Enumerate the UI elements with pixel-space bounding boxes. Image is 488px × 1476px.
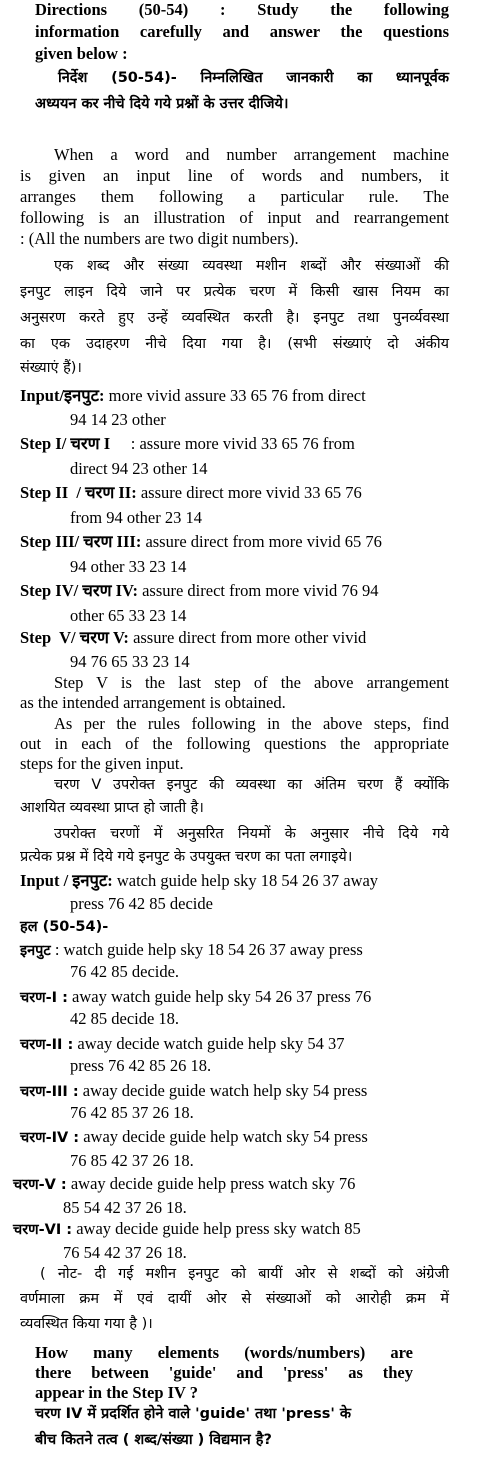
directions-heading-line-1: Directions (50-54) : Study the following — [35, 0, 449, 19]
question-input-line-2: press 76 42 85 decide — [70, 894, 213, 913]
example-step-3-line-2: 94 other 33 23 14 — [70, 557, 187, 576]
question-en-line-3: appear in the Step IV ? — [35, 1383, 199, 1402]
intro-en-line-3: arranges them following a particular rule. The — [20, 187, 449, 206]
solution-step-3-line-2: 76 42 85 37 26 18. — [70, 1103, 194, 1122]
solution-input-line-2: 76 42 85 decide. — [70, 962, 180, 981]
rules-en-line-1: As per the rules following in the above steps, find — [54, 714, 449, 733]
last-step-en-line-1: Step V is the last step of the above arrangement — [54, 673, 449, 692]
question-hi-line-1: चरण IV में प्रदर्शित होने वाले 'guide' तथा 'press' के — [35, 1406, 352, 1422]
solution-step-3-line-1: चरण-III : away decide guide watch help sky 54 press — [20, 1081, 368, 1100]
rules-en-line-2: out in each of the following questions the appropriate — [20, 734, 449, 753]
intro-hi-line-4: का एक उदाहरण नीचे दिया गया है। (सभी संख्याएं दो अंकीय — [20, 336, 449, 352]
directions-heading-line-3: given below : — [35, 44, 128, 63]
last-step-en-line-2: as the intended arrangement is obtained. — [20, 693, 286, 712]
example-step-3-line-1: Step III/ चरण III: assure direct from more vivid 65 76 — [20, 532, 382, 551]
rules-hi-line-1: उपरोक्त चरणों में अनुसरित नियमों के अनुसार नीचे दिये गये — [54, 826, 449, 842]
example-step-5-line-2: 94 76 65 33 23 14 — [70, 652, 190, 671]
rules-hi-line-2: प्रत्येक प्रश्न में दिये गये इनपुट के उपयुक्त चरण का पता लगाइये। — [20, 849, 353, 865]
note-line-2: वर्णमाला क्रम में एवं दायीं ओर से संख्याओं को आरोही क्रम में — [20, 1291, 449, 1307]
intro-en-line-1: When a word and number arrangement machine — [54, 145, 449, 164]
question-input-line-1: Input / इनपुट: watch guide help sky 18 54 26 37 away — [20, 871, 379, 890]
example-step-2-line-1: Step II / चरण II: assure direct more vivid 33 65 76 — [20, 483, 362, 502]
directions-heading-hindi-line-2: अध्ययन कर नीचे दिये गये प्रश्नों के उत्तर दीजिये। — [35, 96, 289, 112]
solution-step-4-line-2: 76 85 42 37 26 18. — [70, 1151, 194, 1170]
solution-input-line-1: इनपुट : watch guide help sky 18 54 26 37 away press — [20, 940, 363, 959]
example-step-1-line-2: direct 94 23 other 14 — [70, 459, 208, 478]
intro-hi-line-2: इनपुट लाइन दिये जाने पर प्रत्येक चरण में किसी खास नियम का — [20, 284, 449, 300]
solution-step-5-line-2: 85 54 42 37 26 18. — [63, 1198, 187, 1217]
rules-en-line-3: steps for the given input. — [20, 754, 184, 773]
question-en-line-2: there between 'guide' and 'press' as they — [35, 1363, 413, 1382]
last-step-hi-line-1: चरण V उपरोक्त इनपुट की व्यवस्था का अंतिम चरण हैं क्योंकि — [54, 777, 449, 793]
intro-en-line-2: is given an input line of words and numbers, it — [20, 166, 449, 185]
example-step-1-line-1: Step I/ चरण I : assure more vivid 33 65 76 from — [20, 434, 355, 453]
note-line-3: व्यवस्थित किया गया है )। — [20, 1316, 153, 1332]
example-input-line-2: 94 14 23 other — [70, 410, 166, 429]
example-step-4-line-1: Step IV/ चरण IV: assure direct from more vivid 76 94 — [20, 581, 379, 600]
solution-heading: हल (50-54)- — [20, 919, 109, 935]
example-step-5-line-1: Step V/ चरण V: assure direct from more other vivid — [20, 628, 367, 647]
example-step-2-line-2: from 94 other 23 14 — [70, 508, 202, 527]
solution-step-6-line-1: चरण-VI : away decide guide help press sky watch 85 — [13, 1219, 361, 1238]
question-hi-line-2: बीच कितने तत्व ( शब्द/संख्या ) विद्यमान है? — [35, 1432, 272, 1448]
solution-step-1-line-2: 42 85 decide 18. — [70, 1009, 180, 1028]
solution-step-2-line-2: press 76 42 85 26 18. — [70, 1056, 212, 1075]
solution-step-5-line-1: चरण-V : away decide guide help press watch sky 76 — [13, 1174, 356, 1193]
intro-en-line-4: following is an illustration of input and rearrangement — [20, 208, 449, 227]
solution-step-4-line-1: चरण-IV : away decide guide help watch sky 54 press — [20, 1127, 368, 1146]
example-input-line-1: Input/इनपुट: more vivid assure 33 65 76 from direct — [20, 386, 366, 405]
directions-heading-line-2: information carefully and answer the questions — [35, 22, 449, 41]
solution-step-2-line-1: चरण-II : away decide watch guide help sky 54 37 — [20, 1034, 345, 1053]
note-line-1: ( नोट- दी गई मशीन इनपुट को बायीं ओर से शब्दों को अंग्रेजी — [40, 1266, 449, 1282]
intro-en-line-5: : (All the numbers are two digit numbers). — [20, 229, 299, 248]
last-step-hi-line-2: आशयित व्यवस्था प्राप्त हो जाती है। — [20, 800, 204, 816]
directions-heading-hindi-line-1: निर्देश (50-54)- निम्नलिखित जानकारी का ध्यानपूर्वक — [58, 70, 449, 86]
example-step-4-line-2: other 65 33 23 14 — [70, 606, 187, 625]
solution-step-1-line-1: चरण-I : away watch guide help sky 54 26 37 press 76 — [20, 987, 372, 1006]
intro-hi-line-3: अनुसरण करते हुए उन्हें व्यवस्थित करती है। इनपुट तथा पुनर्व्यवस्था — [20, 310, 449, 326]
intro-hi-line-1: एक शब्द और संख्या व्यवस्था मशीन शब्दों और संख्याओं की — [54, 258, 449, 274]
solution-step-6-line-2: 76 54 42 37 26 18. — [63, 1243, 187, 1262]
question-en-line-1: How many elements (words/numbers) are — [35, 1343, 413, 1362]
intro-hi-line-5: संख्याएं हैं)। — [20, 360, 82, 376]
